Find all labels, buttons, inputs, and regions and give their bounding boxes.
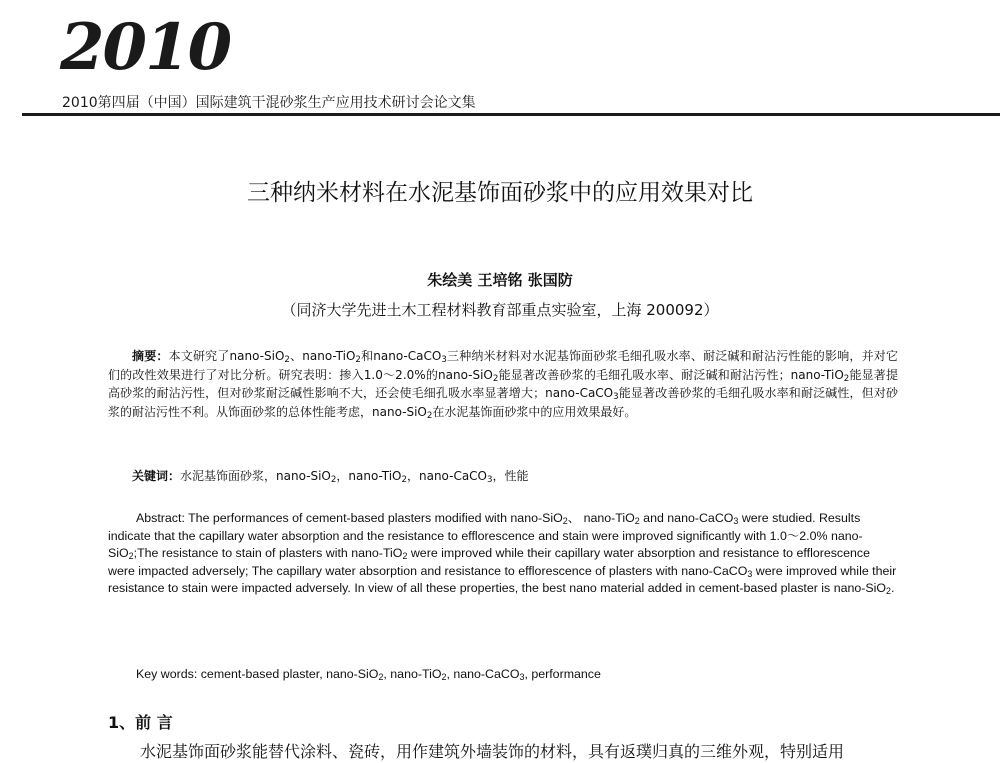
paper-title: 三种纳米材料在水泥基饰面砂浆中的应用效果对比 (247, 180, 753, 206)
keywords-en-text: , nano-TiO (383, 667, 442, 681)
keywords-chinese (108, 467, 898, 485)
subscript: 3 (487, 475, 493, 486)
subscript: 3 (441, 355, 447, 366)
abstract-en-text: . (891, 581, 895, 595)
abstract-cn-text: 能显著改善砂浆的毛细孔吸水率、耐泛碱和耐沾污性；nano-TiO (498, 367, 844, 382)
subscript: 2 (843, 373, 850, 384)
subscript: 2 (426, 410, 433, 421)
abstract-cn-text: 能显著改善砂浆的毛细孔吸水率和耐泛碱性，但对砂浆的耐沾污性不利。从饰面砂浆的总体性能考虑，nano-SiO (108, 386, 898, 419)
abstract-cn-text: 和nano-CaCO (360, 349, 442, 363)
subscript: 2 (128, 551, 134, 562)
paper-authors: 朱绘美 王培铭 张国防 (427, 271, 573, 289)
subscript: 2 (492, 373, 499, 384)
abstract-cn-text: 在水泥基饰面砂浆中的应用效果最好。 (432, 404, 637, 419)
keywords-en-text: , performance (524, 667, 601, 681)
header-divider (22, 113, 1000, 116)
section-body-text: 水泥基饰面砂浆能替代涂料、瓷砖，用作建筑外墙装饰的材料，具有返璞归真的三维外观，特别适用 (140, 742, 845, 761)
abstract-cn-text: 能显著提高砂浆的耐沾污性，但对砂浆耐泛碱性影响不大，还会使毛细孔吸水率显著增大；nano-CaCO (108, 367, 898, 400)
keywords-english (108, 665, 898, 683)
subscript: 2 (378, 672, 384, 683)
keywords-cn-text: ，性能 (492, 469, 529, 483)
keywords-cn-text: ，nano-CaCO (406, 469, 488, 483)
subscript: 3 (613, 392, 619, 403)
abstract-english (108, 510, 898, 598)
subscript: 2 (562, 516, 568, 527)
conference-name: 2010第四届（中国）国际建筑干混砂浆生产应用技术研讨会论文集 (62, 95, 476, 111)
abstract-en-text: and nano-CaCO (639, 511, 734, 525)
keywords-en-text: Key words: cement-based plaster, nano-SiO (136, 667, 379, 681)
abstract-en-text: Abstract: The performances of cement-based plasters modified with nano-SiO (136, 511, 563, 525)
subscript: 2 (441, 672, 447, 683)
abstract-cn-label: 摘要： (132, 349, 169, 363)
subscript: 2 (402, 551, 408, 562)
subscript: 3 (519, 672, 525, 683)
abstract-cn-text: 、nano-TiO (289, 349, 356, 363)
subscript: 3 (747, 568, 753, 579)
abstract-cn-text: 三种纳米材料对水泥基饰面砂浆毛细孔吸水率、耐泛碱和耐沾污性能的影响，并对它们的改性效果进行了对比分析。研究表明：掺入1.0～2.0%的nano-SiO (108, 349, 898, 382)
subscript: 2 (886, 586, 892, 597)
subscript: 2 (401, 475, 407, 486)
abstract-en-text: were improved while their resistance to stain were impacted adversely. In view of all these properties, the best nano material added in cement-based plaster is nano-SiO (108, 563, 897, 595)
paper-affiliation: （同济大学先进土木工程材料教育部重点实验室，上海 200092） (281, 301, 719, 319)
section-heading-introduction: 1、前 言 (108, 713, 173, 732)
header-year: 2010 (60, 10, 231, 85)
abstract-en-text: were improved while their capillary water absorption and resistance to efflorescence were impacted adversely; The capillary water absorption and resistance to efflorescence of plasters with nano-CaCO (108, 546, 870, 578)
keywords-en-text: , nano-CaCO (446, 667, 520, 681)
abstract-en-text: were studied. Results indicate that the capillary water absorption and the resistance to efflorescence and stain were improved significantly with 1.0～2.0% nano-SiO (108, 511, 863, 560)
subscript: 2 (634, 516, 640, 527)
subscript: 2 (284, 355, 290, 366)
subscript: 2 (355, 355, 361, 366)
abstract-en-text: ;The resistance to stain of plasters with nano-TiO (133, 546, 403, 560)
subscript: 3 (733, 516, 739, 527)
subscript: 2 (330, 475, 337, 486)
abstract-cn-text: 本文研究了nano-SiO (168, 349, 285, 363)
abstract-en-text: 、 nano-TiO (567, 511, 635, 525)
abstract-chinese (108, 347, 898, 421)
keywords-cn-label: 关键词： (132, 469, 181, 483)
keywords-cn-text: 水泥基饰面砂浆，nano-SiO (180, 469, 331, 483)
keywords-cn-text: ，nano-TiO (336, 469, 402, 483)
